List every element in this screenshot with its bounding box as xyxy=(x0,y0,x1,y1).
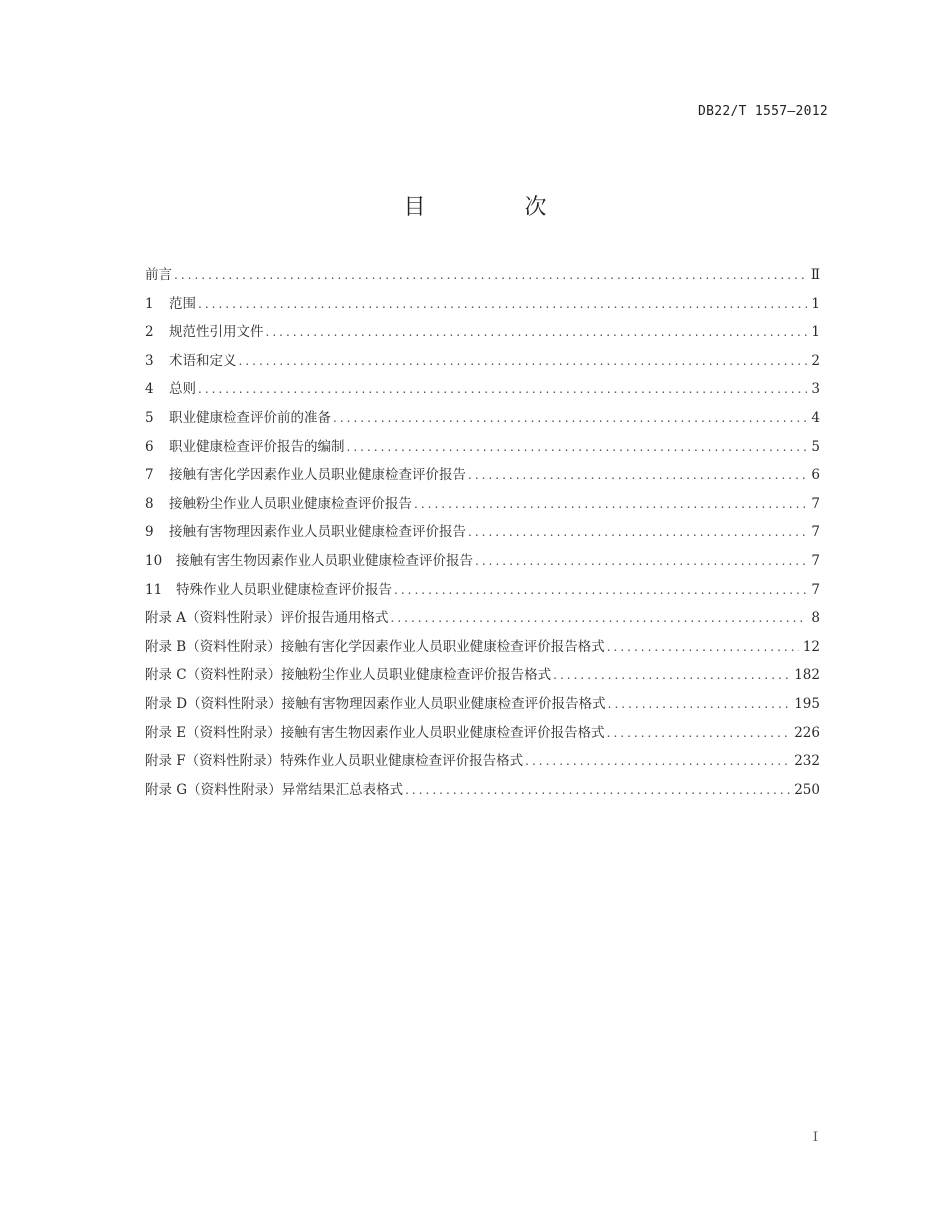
toc-entry-page: 1 xyxy=(811,295,820,312)
toc-entry-page: 226 xyxy=(794,724,820,741)
toc-entry-number: 9 xyxy=(145,524,154,541)
toc-entry-number: 10 xyxy=(145,552,163,569)
toc-entry[interactable] xyxy=(145,347,820,376)
toc-entry-text: 总则 xyxy=(169,381,196,398)
toc-entry-label xyxy=(145,375,196,404)
toc-entry-label xyxy=(145,604,389,633)
toc-entry[interactable] xyxy=(145,747,820,776)
toc-entry-number: 7 xyxy=(145,467,154,484)
table-of-contents xyxy=(145,261,820,804)
toc-entry-page: 250 xyxy=(794,781,820,798)
toc-entry-page: 8 xyxy=(811,610,820,627)
toc-entry-number: 2 xyxy=(145,324,154,341)
toc-dot-leader xyxy=(553,661,790,690)
toc-entry-text: 接触粉尘作业人员职业健康检查评价报告 xyxy=(169,495,412,512)
toc-entry-number: 1 xyxy=(145,295,154,312)
toc-entry[interactable] xyxy=(145,375,820,404)
toc-entry-number: 8 xyxy=(145,495,154,512)
toc-entry[interactable] xyxy=(145,404,820,433)
toc-entry-text: 职业健康检查评价报告的编制 xyxy=(169,438,345,455)
toc-entry[interactable] xyxy=(145,461,820,490)
toc-dot-leader xyxy=(266,318,808,347)
toc-entry-page: 7 xyxy=(811,581,820,598)
toc-entry-label xyxy=(145,518,466,547)
toc-entry-text: 术语和定义 xyxy=(169,352,237,369)
toc-entry[interactable] xyxy=(145,633,820,662)
toc-entry-label xyxy=(145,747,523,776)
toc-entry-number: 6 xyxy=(145,438,154,455)
toc-entry-label xyxy=(145,461,466,490)
toc-dot-leader xyxy=(391,604,808,633)
toc-dot-leader xyxy=(333,404,807,433)
toc-entry-number: 11 xyxy=(145,581,163,598)
toc-dot-leader xyxy=(468,461,807,490)
toc-entry-text: 接触有害化学因素作业人员职业健康检查评价报告 xyxy=(169,467,466,484)
toc-entry-label xyxy=(145,490,412,519)
toc-entry-text: 附录 B（资料性附录）接触有害化学因素作业人员职业健康检查评价报告格式 xyxy=(145,638,605,655)
toc-dot-leader xyxy=(607,633,799,662)
toc-entry-number: 3 xyxy=(145,352,154,369)
toc-dot-leader xyxy=(525,747,790,776)
toc-dot-leader xyxy=(468,518,807,547)
toc-entry-label xyxy=(145,347,237,376)
toc-dot-leader xyxy=(198,290,807,319)
toc-entry-page: Ⅱ xyxy=(810,267,820,283)
toc-entry-page: 7 xyxy=(811,524,820,541)
toc-entry-text: 附录 G（资料性附录）异常结果汇总表格式 xyxy=(145,781,404,798)
toc-entry-label xyxy=(145,633,605,662)
toc-entry-label xyxy=(145,547,473,576)
toc-entry-label xyxy=(145,261,172,290)
toc-entry-label xyxy=(145,661,551,690)
toc-entry-text: 规范性引用文件 xyxy=(169,324,264,341)
toc-dot-leader xyxy=(347,433,808,462)
toc-entry[interactable] xyxy=(145,604,820,633)
toc-entry-page: 7 xyxy=(811,495,820,512)
toc-entry[interactable] xyxy=(145,261,820,290)
toc-entry[interactable] xyxy=(145,661,820,690)
toc-dot-leader xyxy=(608,690,791,719)
toc-entry-text: 附录 A（资料性附录）评价报告通用格式 xyxy=(145,610,389,627)
toc-entry[interactable] xyxy=(145,547,820,576)
toc-entry-page: 5 xyxy=(811,438,820,455)
toc-entry-page: 2 xyxy=(811,352,820,369)
toc-entry-label xyxy=(145,776,403,805)
toc-entry[interactable] xyxy=(145,290,820,319)
toc-entry-label xyxy=(145,290,196,319)
toc-entry[interactable] xyxy=(145,318,820,347)
toc-entry-page: 232 xyxy=(794,753,820,770)
toc-entry-text: 附录 C（资料性附录）接触粉尘作业人员职业健康检查评价报告格式 xyxy=(145,667,552,684)
toc-dot-leader xyxy=(414,490,807,519)
toc-entry-page: 3 xyxy=(811,381,820,398)
toc-entry-page: 4 xyxy=(811,409,820,426)
toc-entry-label xyxy=(145,318,264,347)
toc-entry[interactable] xyxy=(145,776,820,805)
toc-entry-label xyxy=(145,719,605,748)
toc-entry-text: 附录 D（资料性附录）接触有害物理因素作业人员职业健康检查评价报告格式 xyxy=(145,695,606,712)
toc-title: 目 次 xyxy=(403,195,593,220)
toc-entry[interactable] xyxy=(145,719,820,748)
toc-dot-leader xyxy=(475,547,807,576)
toc-entry-number: 5 xyxy=(145,409,154,426)
toc-dot-leader xyxy=(394,576,807,605)
toc-entry[interactable] xyxy=(145,690,820,719)
toc-entry-page: 6 xyxy=(811,467,820,484)
toc-entry-page: 1 xyxy=(811,324,820,341)
toc-entry-number: 4 xyxy=(145,381,154,398)
toc-entry[interactable] xyxy=(145,433,820,462)
toc-entry-text: 附录 F（资料性附录）特殊作业人员职业健康检查评价报告格式 xyxy=(145,753,524,770)
toc-dot-leader xyxy=(198,375,807,404)
toc-entry-label xyxy=(145,404,331,433)
toc-entry-label xyxy=(145,690,606,719)
toc-entry-text: 附录 E（资料性附录）接触有害生物因素作业人员职业健康检查评价报告格式 xyxy=(145,724,605,741)
toc-entry[interactable] xyxy=(145,490,820,519)
toc-entry-label xyxy=(145,576,392,605)
page-number: I xyxy=(812,1130,818,1145)
toc-dot-leader xyxy=(174,261,807,290)
toc-dot-leader xyxy=(239,347,808,376)
toc-entry-page: 195 xyxy=(794,695,820,712)
toc-entry-text: 职业健康检查评价前的准备 xyxy=(169,409,331,426)
toc-entry-page: 182 xyxy=(794,667,820,684)
document-code: DB22/T 1557—2012 xyxy=(697,104,828,119)
toc-dot-leader xyxy=(607,719,791,748)
toc-entry-page: 12 xyxy=(802,638,820,655)
toc-entry-text: 接触有害物理因素作业人员职业健康检查评价报告 xyxy=(169,524,466,541)
toc-entry[interactable] xyxy=(145,576,820,605)
toc-entry-text: 特殊作业人员职业健康检查评价报告 xyxy=(176,581,392,598)
toc-entry-page: 7 xyxy=(811,552,820,569)
toc-entry-text: 范围 xyxy=(169,295,196,312)
toc-entry-label xyxy=(145,433,345,462)
toc-entry-text: 接触有害生物因素作业人员职业健康检查评价报告 xyxy=(176,552,473,569)
toc-entry-text: 前言 xyxy=(145,267,172,283)
toc-dot-leader xyxy=(405,776,790,805)
toc-entry[interactable] xyxy=(145,518,820,547)
